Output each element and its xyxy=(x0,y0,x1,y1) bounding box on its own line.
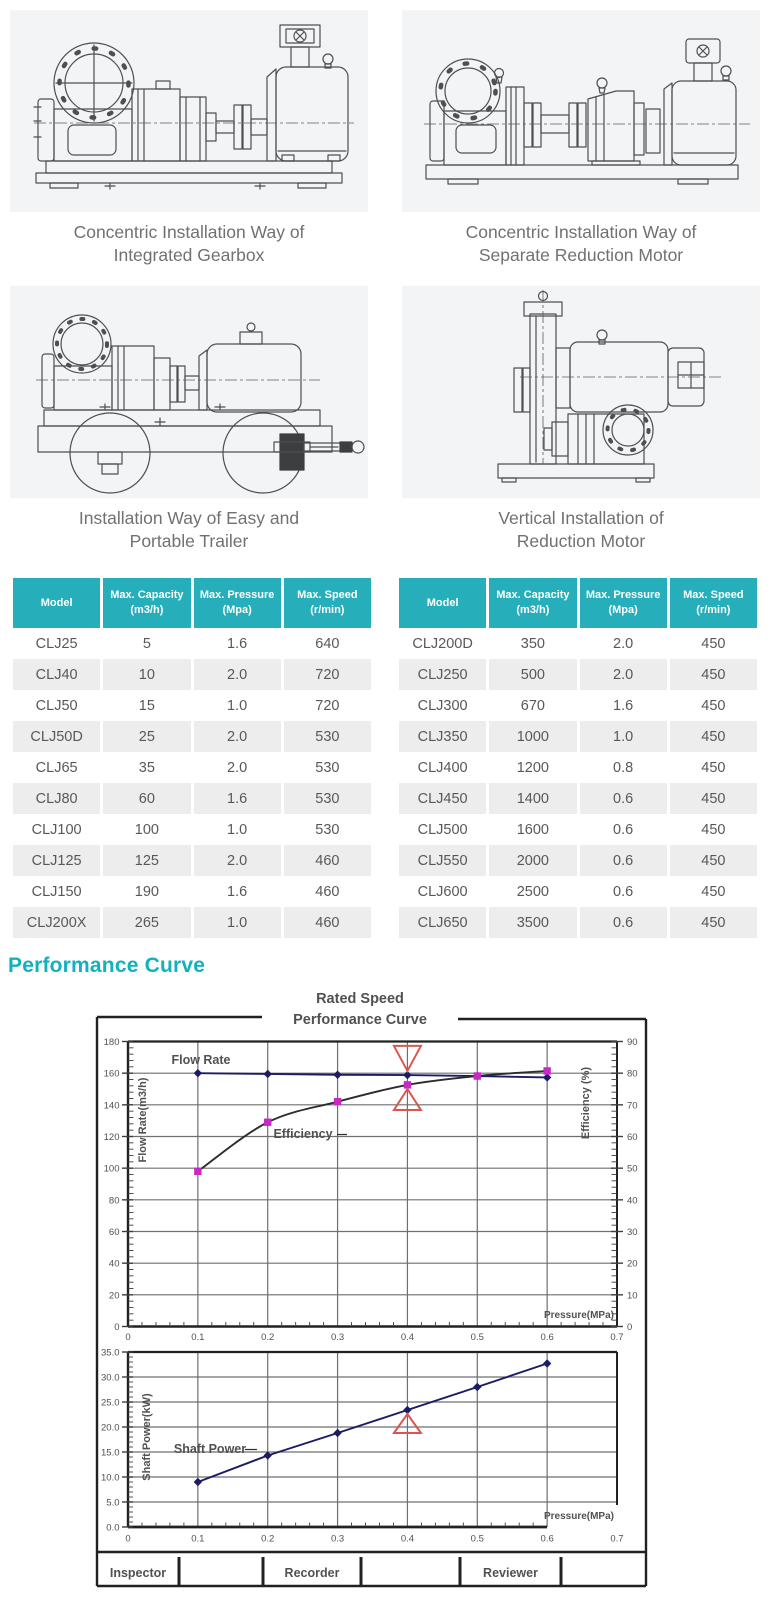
svg-text:90: 90 xyxy=(627,1037,638,1048)
svg-text:0.4: 0.4 xyxy=(400,1332,415,1343)
svg-text:80: 80 xyxy=(108,1195,120,1207)
table-cell: 500 xyxy=(489,659,576,690)
svg-text:Pressure(MPa): Pressure(MPa) xyxy=(543,1511,614,1522)
svg-text:0.5: 0.5 xyxy=(470,1332,484,1343)
table-cell: 640 xyxy=(315,635,340,652)
table-cell: CLJ50 xyxy=(35,697,78,714)
svg-text:Efficiency: Efficiency xyxy=(273,1127,333,1141)
table-row xyxy=(399,659,757,690)
table-cell: 0.6 xyxy=(580,783,667,814)
table-header-cell: Max. Pressure (Mpa) xyxy=(194,578,281,628)
table-cell: 2500 xyxy=(516,883,549,900)
svg-text:0.2: 0.2 xyxy=(261,1332,275,1343)
table-cell: 450 xyxy=(701,759,726,776)
svg-text:Performance Curve: Performance Curve xyxy=(293,1012,427,1028)
table-cell: CLJ400 xyxy=(417,759,468,776)
table-cell: 450 xyxy=(701,697,726,714)
caption-line: Separate Reduction Motor xyxy=(478,245,684,266)
table-cell: 190 xyxy=(134,883,159,900)
svg-text:0.3: 0.3 xyxy=(330,1332,345,1343)
table-row xyxy=(13,783,371,814)
table-header-row xyxy=(13,578,371,628)
table-cell: 460 xyxy=(284,845,371,876)
svg-text:Rated Speed: Rated Speed xyxy=(316,991,404,1007)
table-header-cell: Max. Pressure (Mpa) xyxy=(580,578,667,628)
table-cell: 1.0 xyxy=(580,721,667,752)
table-cell: 2.0 xyxy=(580,659,667,690)
caption-line: Vertical Installation of xyxy=(498,508,664,528)
svg-text:Recorder: Recorder xyxy=(284,1566,340,1580)
table-cell: 450 xyxy=(701,821,726,838)
top-chart-axis-labels xyxy=(104,1037,638,1343)
table-cell: 0.6 xyxy=(613,821,634,838)
svg-text:0.7: 0.7 xyxy=(610,1332,624,1343)
caption-line: Concentric Installation Way of xyxy=(465,222,697,242)
svg-text:Reviewer: Reviewer xyxy=(483,1566,538,1580)
panel-vertical-reduction-motor xyxy=(402,286,760,498)
table-cell: 125 xyxy=(103,845,190,876)
svg-text:0.5: 0.5 xyxy=(470,1533,484,1545)
top-chart-ticks xyxy=(128,1048,617,1327)
table-cell: 450 xyxy=(670,783,757,814)
svg-text:30: 30 xyxy=(627,1227,638,1238)
table-cell: CLJ65 xyxy=(35,759,78,776)
table-cell: 720 xyxy=(284,659,371,690)
table-cell: CLJ200D xyxy=(412,635,473,652)
efficiency-series xyxy=(194,1067,551,1175)
svg-text:70: 70 xyxy=(627,1100,638,1112)
caption-line: Installation Way of Easy and xyxy=(78,508,300,528)
svg-text:0.6: 0.6 xyxy=(540,1332,554,1343)
svg-text:20: 20 xyxy=(627,1258,638,1270)
caption-portable-trailer xyxy=(10,507,368,553)
table-cell: 1.6 xyxy=(227,883,248,900)
svg-text:40: 40 xyxy=(108,1258,120,1270)
svg-text:Pressure(MPa): Pressure(MPa) xyxy=(543,1310,614,1321)
table-header-cell: Model xyxy=(399,578,486,628)
table-cell: CLJ50D xyxy=(13,721,100,752)
table-cell: 450 xyxy=(670,845,757,876)
table-row xyxy=(399,628,757,659)
table-cell: 450 xyxy=(670,659,757,690)
svg-text:0.6: 0.6 xyxy=(540,1533,554,1545)
table-cell: 720 xyxy=(315,697,340,714)
svg-text:160: 160 xyxy=(103,1068,120,1080)
table-header-cell: Model xyxy=(13,578,100,628)
svg-text:20.0: 20.0 xyxy=(101,1422,120,1434)
svg-text:Flow Rate(m3/h): Flow Rate(m3/h) xyxy=(137,1077,149,1163)
svg-text:5.0: 5.0 xyxy=(106,1497,120,1509)
svg-text:0: 0 xyxy=(114,1322,120,1333)
table-cell: 450 xyxy=(701,883,726,900)
table-cell: CLJ200X xyxy=(13,907,100,938)
table-row xyxy=(399,907,757,938)
svg-text:0.7: 0.7 xyxy=(610,1533,624,1545)
table-cell: 25 xyxy=(103,721,190,752)
caption-separate-reduction-motor xyxy=(402,221,760,267)
svg-text:15.0: 15.0 xyxy=(101,1447,120,1459)
shaft-power-series xyxy=(194,1359,552,1486)
flow-rate-series xyxy=(194,1069,552,1082)
table-row xyxy=(13,752,371,783)
table-cell: 530 xyxy=(284,721,371,752)
svg-text:100: 100 xyxy=(103,1163,120,1175)
table-header-cell: Max. Speed (r/min) xyxy=(670,578,757,628)
svg-text:0.4: 0.4 xyxy=(400,1533,415,1545)
caption-vertical-reduction-motor xyxy=(402,507,760,553)
caption-integrated-gearbox xyxy=(10,221,368,267)
table-cell: CLJ40 xyxy=(13,659,100,690)
table-row xyxy=(13,628,371,659)
performance-section-title: Performance Curve xyxy=(8,954,206,977)
svg-text:Inspector: Inspector xyxy=(109,1566,167,1580)
table-cell: 1.0 xyxy=(227,697,248,714)
table-cell: 0.8 xyxy=(613,759,634,776)
svg-text:0.1: 0.1 xyxy=(191,1533,205,1545)
table-cell: 450 xyxy=(670,907,757,938)
svg-text:60: 60 xyxy=(627,1132,638,1143)
table-cell: 0.6 xyxy=(613,883,634,900)
table-cell: CLJ350 xyxy=(399,721,486,752)
table-row xyxy=(399,876,757,907)
table-row xyxy=(13,721,371,752)
svg-text:180: 180 xyxy=(103,1037,120,1048)
table-row xyxy=(13,907,371,938)
table-cell: 2.0 xyxy=(194,845,281,876)
portable-trailer-drawing xyxy=(10,286,368,498)
table-cell: 1.0 xyxy=(227,821,248,838)
table-cell: 670 xyxy=(520,697,545,714)
top-chart-grid xyxy=(128,1042,617,1327)
spec-table-left xyxy=(10,578,374,938)
table-cell: 1400 xyxy=(489,783,576,814)
svg-text:40: 40 xyxy=(627,1195,638,1207)
bottom-chart-grid xyxy=(128,1352,617,1527)
table-cell: 2.0 xyxy=(227,759,248,776)
vertical-reduction-motor-drawing xyxy=(402,286,760,498)
table-cell: CLJ25 xyxy=(35,635,78,652)
table-cell: 265 xyxy=(103,907,190,938)
svg-text:Efficiency (%): Efficiency (%) xyxy=(580,1066,592,1140)
separate-reduction-motor-drawing xyxy=(402,10,760,212)
table-row xyxy=(13,814,371,845)
svg-text:120: 120 xyxy=(103,1132,120,1143)
table-cell: 100 xyxy=(134,821,159,838)
table-cell: 530 xyxy=(315,759,340,776)
table-header-cell: Max. Speed (r/min) xyxy=(284,578,371,628)
table-cell: CLJ450 xyxy=(399,783,486,814)
svg-text:25.0: 25.0 xyxy=(101,1397,120,1409)
svg-text:10.0: 10.0 xyxy=(101,1472,120,1484)
table-cell: CLJ100 xyxy=(31,821,82,838)
table-cell: 3500 xyxy=(489,907,576,938)
svg-text:0: 0 xyxy=(627,1322,633,1333)
panel-separate-reduction-motor xyxy=(402,10,760,212)
table-cell: 15 xyxy=(138,697,155,714)
svg-text:60: 60 xyxy=(108,1227,120,1238)
svg-text:80: 80 xyxy=(627,1068,638,1080)
svg-text:0.1: 0.1 xyxy=(191,1332,205,1343)
table-cell: CLJ150 xyxy=(31,883,82,900)
svg-text:Shaft Power(kW): Shaft Power(kW) xyxy=(141,1393,153,1481)
performance-chart xyxy=(0,980,770,1599)
table-cell: CLJ125 xyxy=(13,845,100,876)
svg-text:20: 20 xyxy=(108,1290,120,1302)
table-header-cell: Max. Capacity (m3/h) xyxy=(103,578,190,628)
panel-integrated-gearbox xyxy=(10,10,368,212)
svg-text:30.0: 30.0 xyxy=(101,1372,120,1384)
table-cell: 450 xyxy=(670,721,757,752)
table-cell: 1.0 xyxy=(194,907,281,938)
bottom-chart-frame xyxy=(128,1352,617,1527)
table-row xyxy=(399,783,757,814)
table-cell: 1000 xyxy=(489,721,576,752)
table-cell: 1600 xyxy=(516,821,549,838)
bottom-chart-series-labels xyxy=(174,1442,257,1456)
table-cell: CLJ80 xyxy=(13,783,100,814)
svg-text:35.0: 35.0 xyxy=(101,1347,120,1359)
svg-text:0: 0 xyxy=(125,1533,131,1545)
table-cell: 2.0 xyxy=(194,721,281,752)
svg-text:140: 140 xyxy=(103,1100,120,1112)
table-cell: 2000 xyxy=(489,845,576,876)
sheet-footer xyxy=(110,1557,561,1586)
table-cell: 1200 xyxy=(516,759,549,776)
table-row xyxy=(399,690,757,721)
table-row xyxy=(13,659,371,690)
table-cell: 1.6 xyxy=(194,783,281,814)
table-cell: CLJ300 xyxy=(417,697,468,714)
table-cell: 2.0 xyxy=(194,659,281,690)
spec-table-right xyxy=(396,578,760,938)
table-row xyxy=(399,845,757,876)
table-cell: CLJ500 xyxy=(417,821,468,838)
table-row xyxy=(13,690,371,721)
svg-text:Flow Rate: Flow Rate xyxy=(171,1053,231,1067)
table-cell: 0.6 xyxy=(580,907,667,938)
caption-line: Portable Trailer xyxy=(129,531,249,552)
top-chart-frame xyxy=(128,1042,617,1327)
table-header-cell: Max. Capacity (m3/h) xyxy=(489,578,576,628)
caption-line: Integrated Gearbox xyxy=(113,245,265,266)
chart-sheet-frame xyxy=(97,1017,646,1586)
table-cell: 35 xyxy=(138,759,155,776)
svg-text:0.3: 0.3 xyxy=(330,1533,345,1545)
table-cell: 450 xyxy=(701,635,726,652)
svg-text:Shaft Power: Shaft Power xyxy=(173,1442,247,1456)
table-cell: CLJ600 xyxy=(417,883,468,900)
svg-text:50: 50 xyxy=(627,1163,638,1175)
table-row xyxy=(13,845,371,876)
table-cell: CLJ650 xyxy=(399,907,486,938)
table-cell: 460 xyxy=(315,883,340,900)
svg-text:10: 10 xyxy=(627,1290,638,1302)
table-cell: 530 xyxy=(284,783,371,814)
table-cell: 1.6 xyxy=(227,635,248,652)
table-cell: 350 xyxy=(520,635,545,652)
table-cell: 1.6 xyxy=(613,697,634,714)
caption-line: Reduction Motor xyxy=(516,531,646,552)
table-row xyxy=(399,721,757,752)
svg-text:0.0: 0.0 xyxy=(106,1522,120,1534)
table-cell: 530 xyxy=(315,821,340,838)
chart-title xyxy=(293,991,427,1028)
table-cell: 0.6 xyxy=(580,845,667,876)
table-cell: 60 xyxy=(103,783,190,814)
table-cell: CLJ550 xyxy=(399,845,486,876)
table-row xyxy=(13,876,371,907)
caption-line: Concentric Installation Way of xyxy=(73,222,305,242)
table-row xyxy=(399,752,757,783)
integrated-gearbox-drawing xyxy=(10,10,368,212)
table-row xyxy=(399,814,757,845)
table-cell: 5 xyxy=(142,635,151,652)
table-header-row xyxy=(399,578,757,628)
table-cell: 460 xyxy=(284,907,371,938)
panel-portable-trailer xyxy=(10,286,368,498)
svg-text:0: 0 xyxy=(125,1332,131,1343)
table-cell: CLJ250 xyxy=(399,659,486,690)
table-cell: 10 xyxy=(103,659,190,690)
table-cell: 2.0 xyxy=(613,635,634,652)
svg-text:0.2: 0.2 xyxy=(261,1533,275,1545)
